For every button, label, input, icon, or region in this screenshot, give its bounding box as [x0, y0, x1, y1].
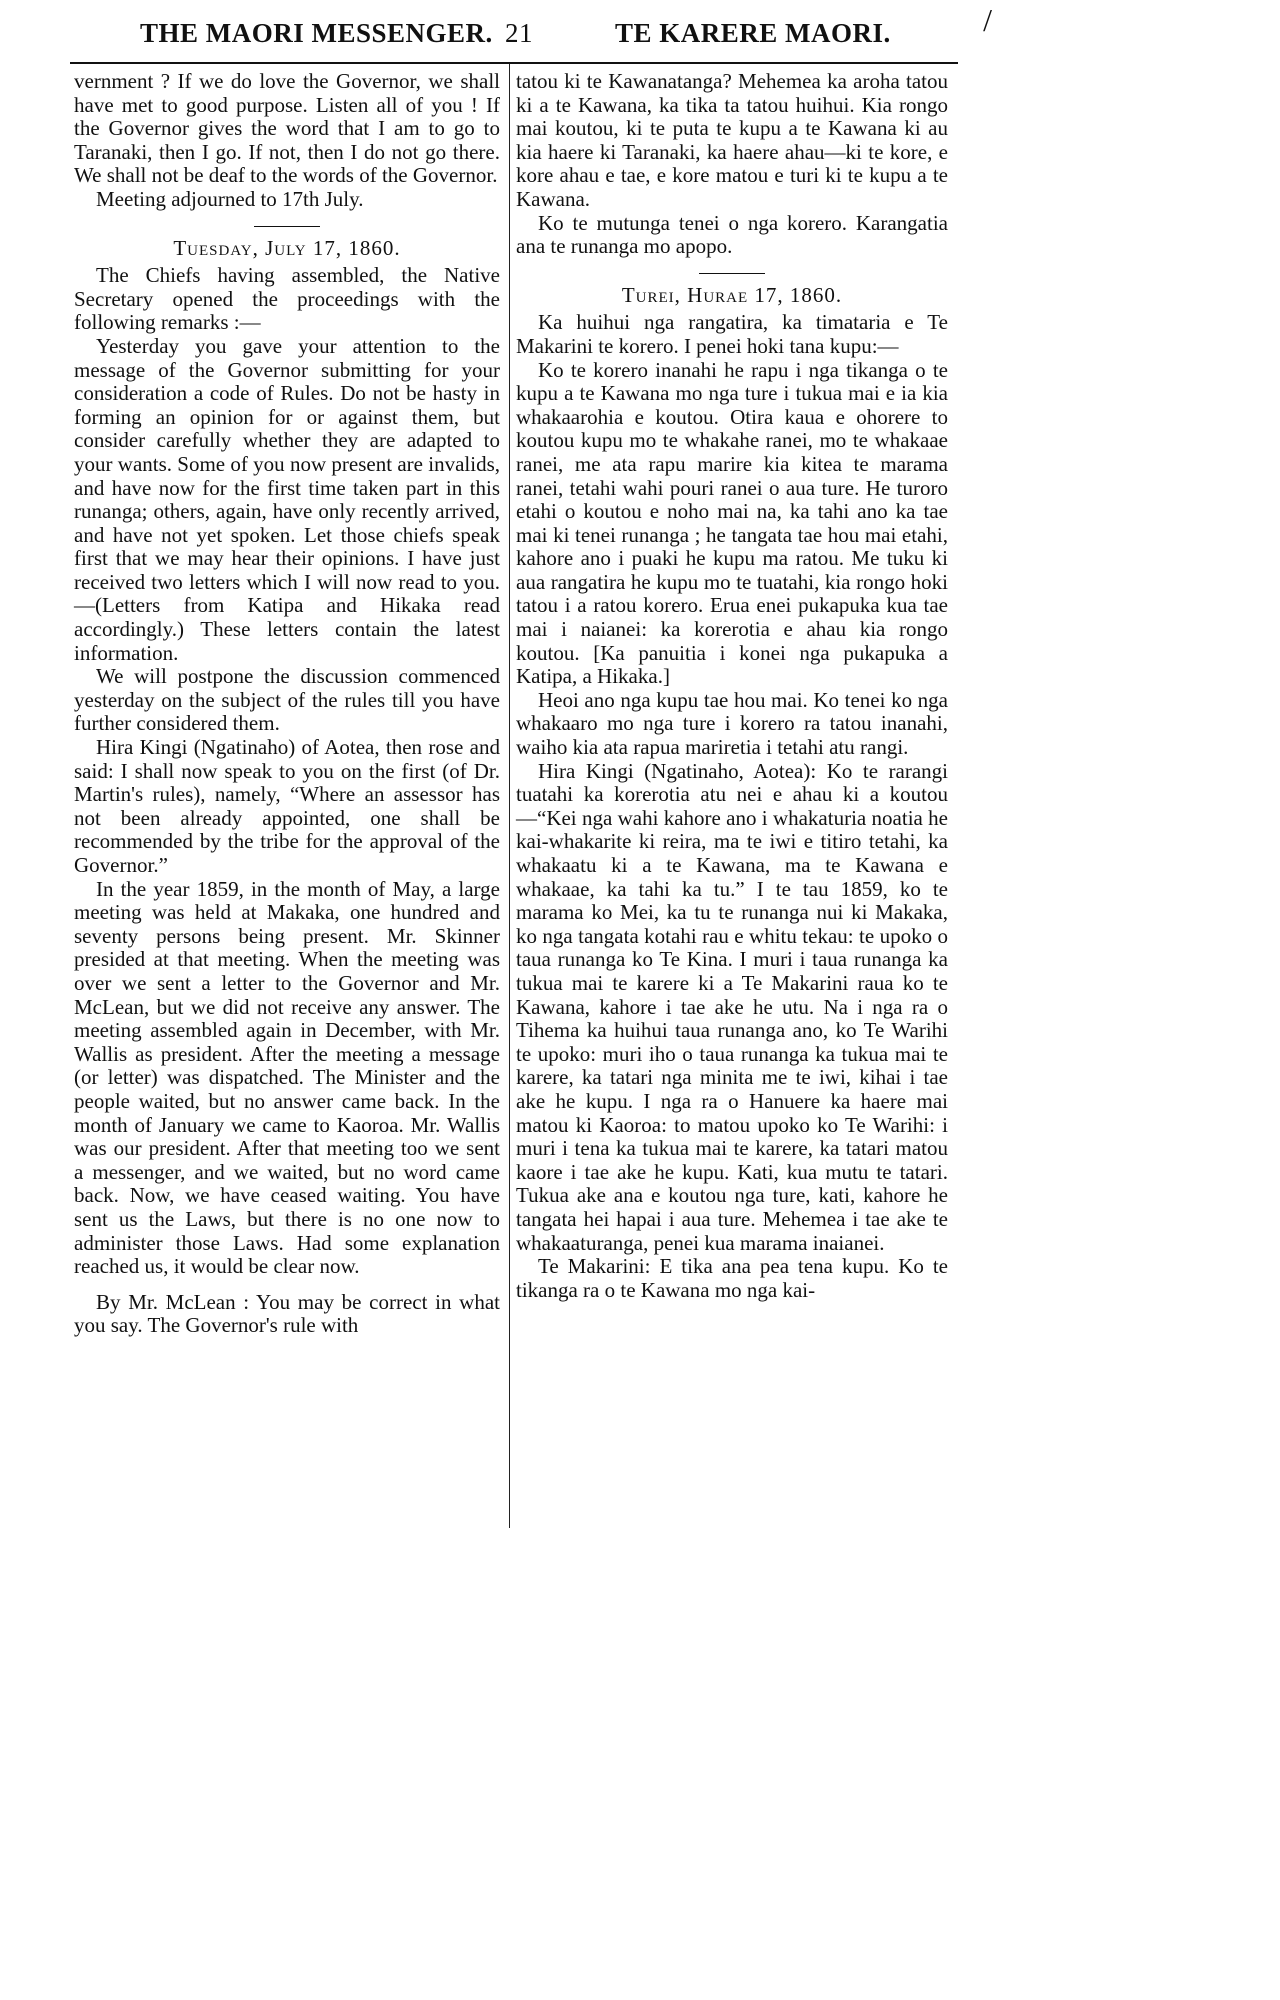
paragraph: We will postpone the discussion commenced yesterday on the subject of the rules till you have further considered them. — [74, 664, 500, 736]
section-date: Turei, Hurae 17, 1860. — [621, 282, 843, 307]
paragraph: Te Makarini: E tika ana pea tena kupu. Ko te tikanga ra o te Kawana mo nga kai- — [516, 1254, 948, 1302]
paragraph: Ka huihui nga rangatira, ka timataria e Te Makarini te korero. I penei hoki tana kupu:— — [516, 310, 948, 358]
page-header — [60, 12, 960, 52]
paragraph: Meeting adjourned to 17th July. — [96, 186, 364, 211]
corner-mark: / — [983, 2, 992, 38]
column-divider — [509, 64, 510, 1528]
paragraph: Hira Kingi (Ngatinaho) of Aotea, then rose and said: I shall now speak to you on the first (of Dr. Martin's rules), namely, “Where an assessor has not been already appointed, one shall be recommended by the tribe for the approval of the Governor.” — [74, 735, 500, 877]
paragraph: By Mr. McLean : You may be correct in what you say. The Governor's rule with — [74, 1289, 500, 1338]
spacer — [74, 1279, 500, 1291]
header-rule — [70, 62, 958, 64]
page-number: 21 — [505, 18, 533, 48]
paragraph: Heoi ano nga kupu tae hou mai. Ko tenei ko nga whakaaro mo nga ture i korero ra tatou inanahi, waiho kia ata rapua mariretia i tetahi atu rangi. — [516, 687, 948, 760]
paragraph: In the year 1859, in the month of May, a large meeting was held at Makaka, one hundred and seventy persons being present. Mr. Skinner presided at that meeting. When the meeting was over we sent a letter to the Governor and Mr. McLean, but we did not receive any answer. The meeting assembled again in December, with Mr. Wallis as president. After the meeting a message (or letter) was dispatched. The Minister and the people waited, but no answer came back. In the month of January we came to Kaoroa. Mr. Wallis was our president. After that meeting too we sent a messenger, and we waited, but no word came back. Now, we have ceased waiting. You have sent us the Laws, but there is no one now to administer those Laws. Had some explanation reached us, it would be clear now. — [74, 876, 500, 1279]
section-separator — [699, 273, 765, 274]
paragraph: Hira Kingi (Ngatinaho, Aotea): Ko te rarangi tuatahi ka korerotia atu nei e ahau ki a koutou—“Kei nga wahi kahore ano i whakaturia noatia he kai-whakarite ki reira, ma te iwi e titiro tetahi, ka whakaatu ki a te Kawana, ma te Kawana e whakaae, ka tahi ka tu.” I te tau 1859, ko te marama ko Mei, ka tu te runanga nui ki Makaka, ko nga tangata kotahi rau e whitu tekau: te upoko o taua runanga ko Te Kina. I muri i taua runanga ka tukua mai te karere ki a Te Makarini raua ko te Kawana, kahore i tae ake he utu. Na i nga ra o Tihema ka huihui taua runanga ano, ko Te Warihi te upoko: muri iho o taua runanga ka tukua mai te karere, ka tatari nga minita me te iwi, kihai i tae ake he kupu. I nga ra o Hanuere ka haere mai matou ki Kaoroa: to matou upoko ko Te Warihi: i muri i tena ka tukua mai te karere, ka tatari matou kaore i tae ake he kupu. Kati, kua mutu te tatari. Tukua ake ana e koutou nga ture, kati, kahore he tangata hei hapai i aua ture. Mehemea i tae ake te whakaaturanga, penei kua marama inaianei. — [516, 758, 948, 1255]
paragraph: vernment ? If we do love the Governor, we shall have met to good purpose. Listen all of you ! If the Governor gives the word that I am to go to Taranaki, then I go. If not, then I do not go there. We shall not be deaf to the words of the Governor. — [74, 69, 500, 188]
header-english-title: THE MAORI MESSENGER. — [140, 18, 493, 48]
header-maori-title: TE KARERE MAORI. — [615, 18, 891, 48]
section-separator — [254, 226, 320, 227]
paragraph: The Chiefs having assembled, the Native Secretary opened the proceedings with the following remarks :— — [74, 263, 500, 335]
paragraph: Ko te korero inanahi he rapu i nga tikanga o te kupu a te Kawana mo nga ture i tukua mai e ia kia whakaarohia e koutou. Otira kaua e ohorere to koutou kupu mo te whakahe ranei, mo te whakaae ranei, me ata rapu marire kia kitea te marama ranei, tetahi wahi pouri ranei o aua ture. He turoro etahi o koutou e noho mai na, ka tahi ano ka tae mai ki tenei runanga ; he tangata tae hou mai etahi, kahore ano i puaki he kupu ma ratou. Me tuku ki aua rangatira he kupu mo te tuatahi, kia rongo hoki tatou i a ratou korero. Erua enei pukapuka kua tae mai i naianei: ka korerotia e ahau kia rongo koutou. [Ka panuitia i konei nga pukapuka a Katipa, a Hikaka.] — [516, 357, 948, 689]
section-date: Tuesday, July 17, 1860. — [173, 235, 401, 260]
paragraph: Yesterday you gave your attention to the message of the Governor submitting for your consideration a code of Rules. Do not be hasty in forming an opinion for or against them, but consider carefully whether they are adapted to your wants. Some of you now present are invalids, and have now for the first time taken part in this runanga; others, again, have only recently arrived, and have not yet spoken. Let those chiefs speak first that we may hear their opinions. I have just received two letters which I will now read to you.—(Letters from Katipa and Hikaka read accordingly.) These letters contain the latest information. — [74, 333, 500, 665]
paragraph: tatou ki te Kawanatanga? Mehemea ka aroha tatou ki a te Kawana, ka tika ta tatou huihui. Kia rongo mai koutou, ki te puta te kupu a te Kawana ki au kia haere ki Taranaki, ka haere ahau—ki te kore, e kore ahau e tae, e kore matou e turi ki te kupu a te Kawana. — [516, 69, 948, 211]
maori-column — [516, 70, 948, 1302]
english-column — [74, 70, 500, 1338]
paragraph: Ko te mutunga tenei o nga korero. Karangatia ana te runanga mo apopo. — [516, 210, 948, 259]
